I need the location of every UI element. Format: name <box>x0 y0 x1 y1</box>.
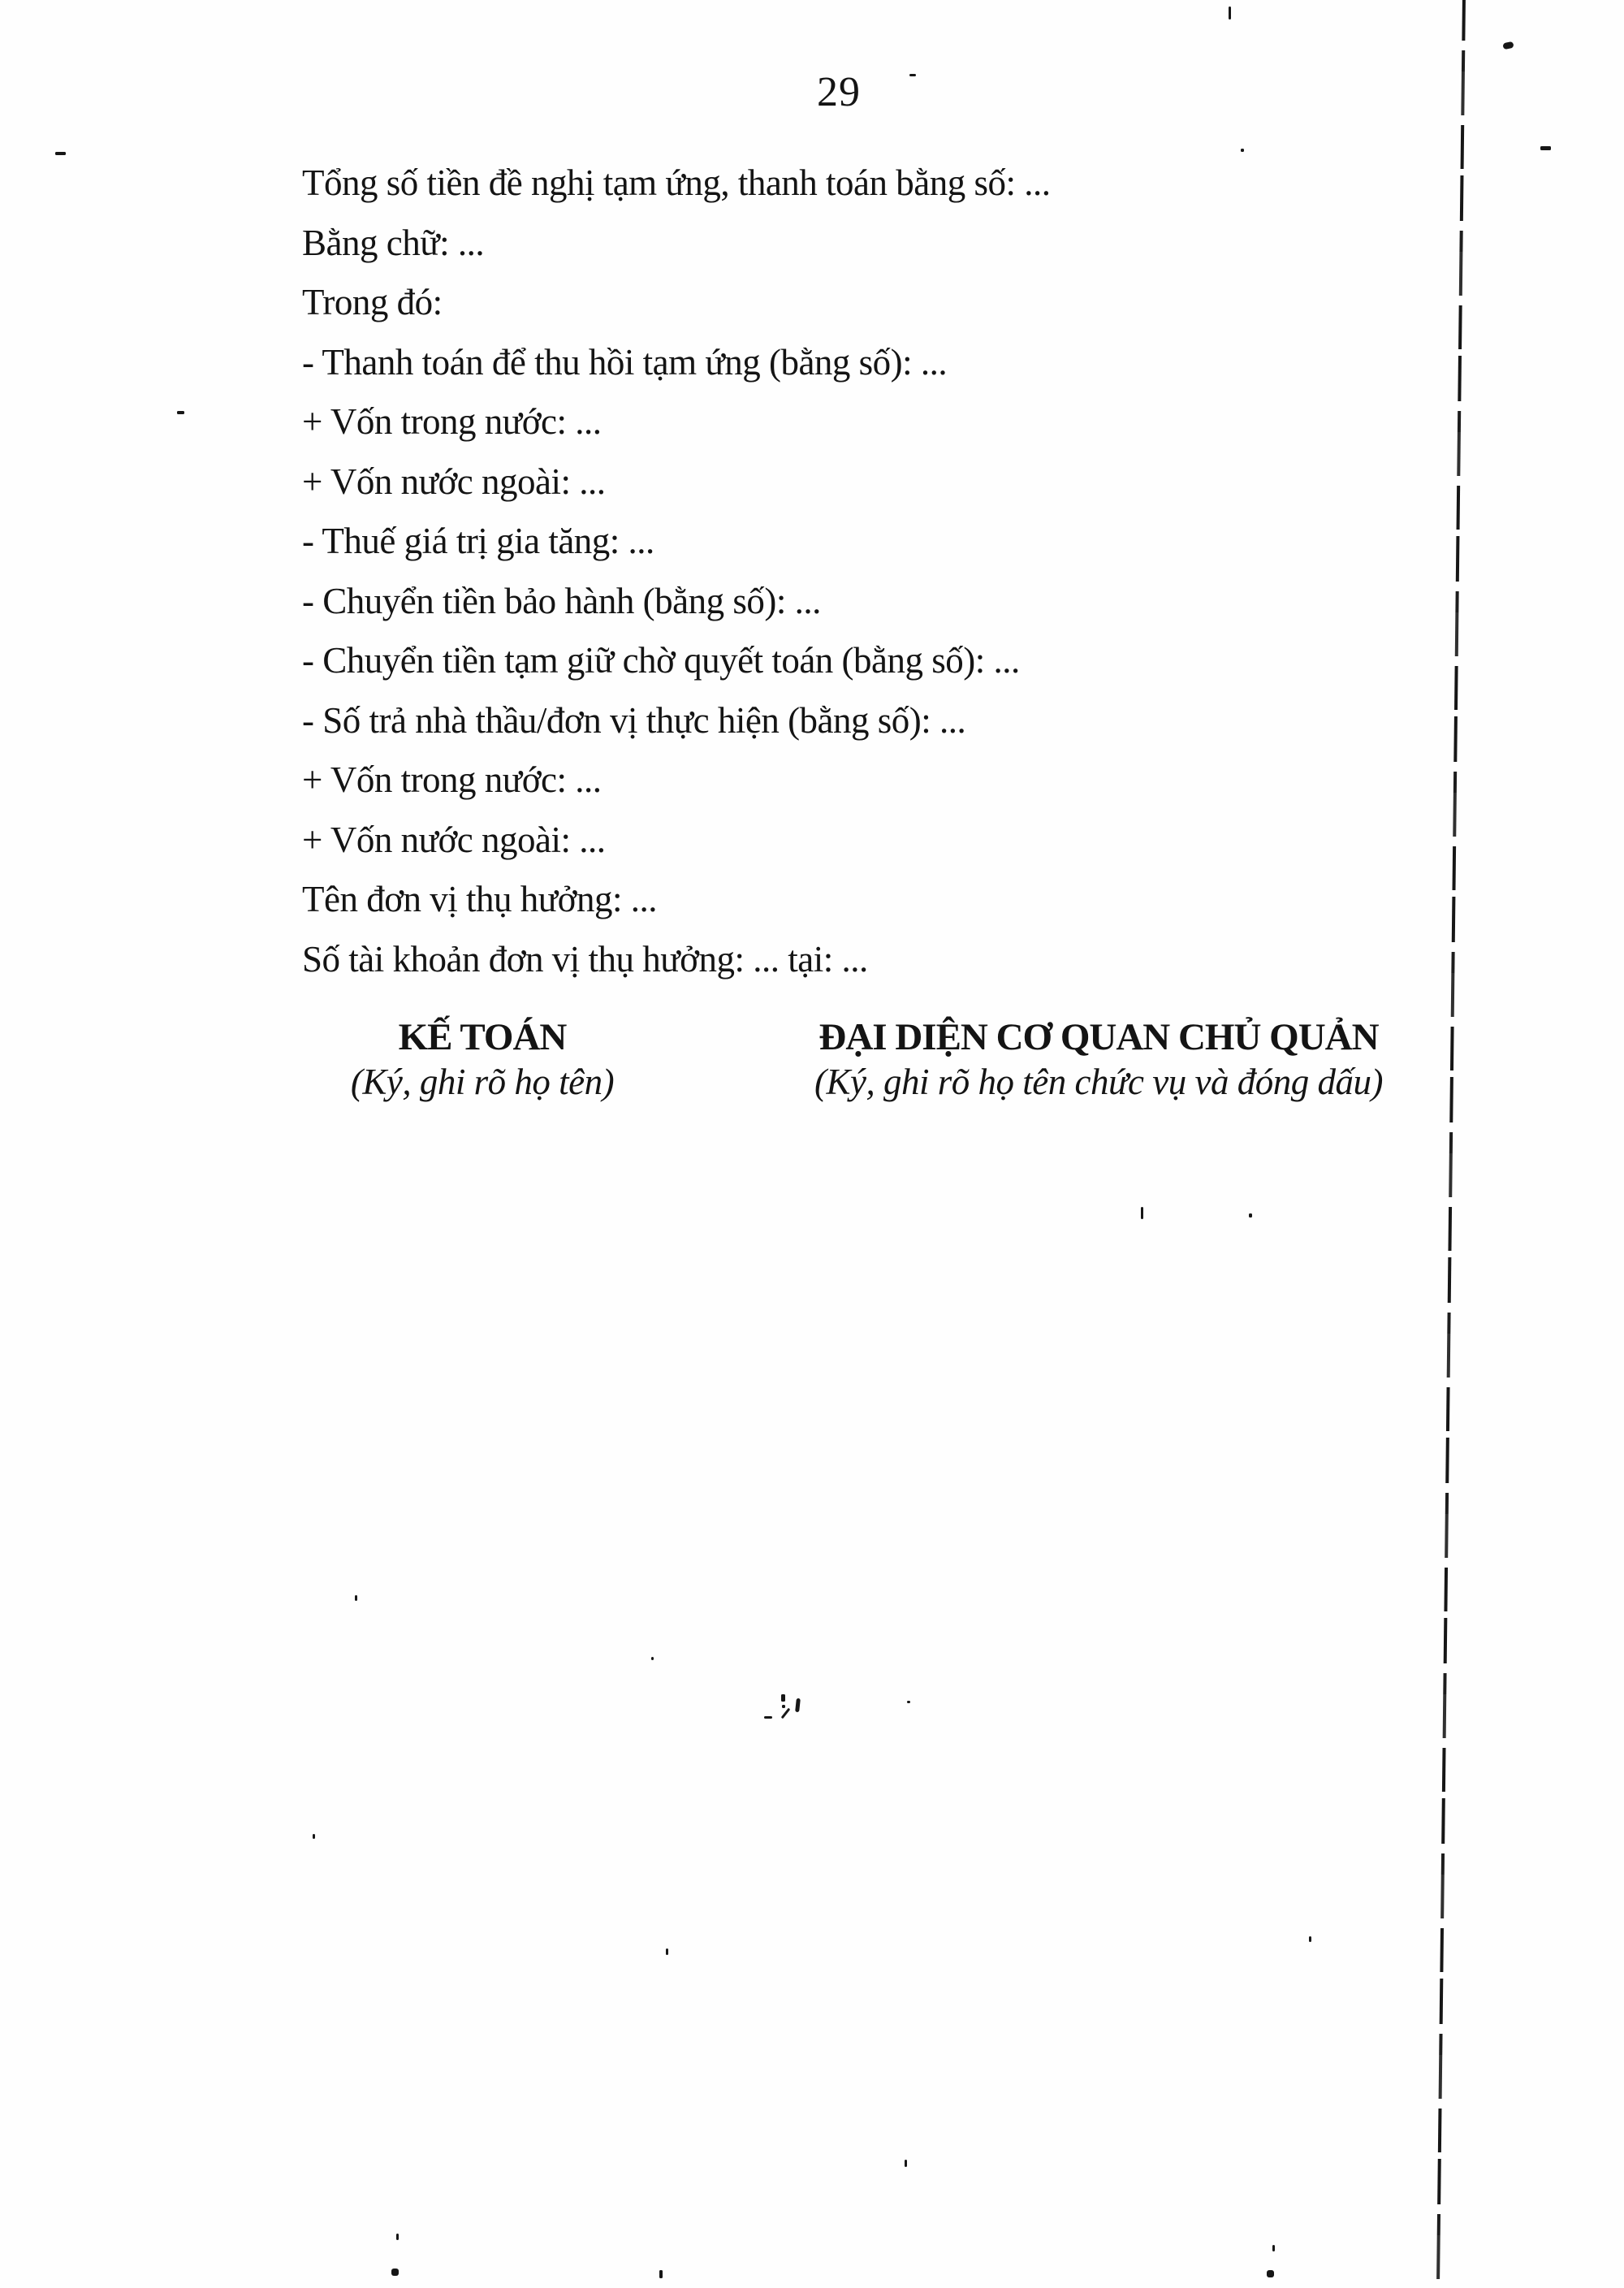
signature-governing-agency-note: (Ký, ghi rõ họ tên chức vụ và đóng dấu) <box>814 1062 1383 1102</box>
noise-speck <box>177 411 184 414</box>
form-line-beneficiary-account: Số tài khoản đơn vị thụ hưởng: ... tại: ... <box>302 938 868 980</box>
signature-block-accountant <box>304 1014 661 1103</box>
scan-edge-line <box>1436 0 1466 2288</box>
noise-speck <box>1229 6 1231 19</box>
form-line-warranty-transfer: - Chuyển tiền bảo hành (bằng số): ... <box>302 580 821 621</box>
form-line-vat: - Thuế giá trị gia tăng: ... <box>302 521 654 561</box>
noise-speck <box>795 1698 801 1712</box>
form-line-in-words: Bằng chữ: ... <box>302 222 485 263</box>
noise-speck <box>1540 146 1551 150</box>
page-number: 29 <box>817 69 861 115</box>
noise-speck <box>313 1834 315 1839</box>
form-line-of-which: Trong đó: <box>302 282 443 322</box>
noise-speck <box>1309 1936 1311 1942</box>
noise-speck <box>1141 1207 1143 1219</box>
noise-speck <box>651 1657 654 1660</box>
noise-speck <box>666 1948 668 1955</box>
signature-accountant-title: KẾ TOÁN <box>398 1016 567 1058</box>
signature-block-governing-agency <box>774 1014 1423 1103</box>
noise-speck <box>907 1701 910 1703</box>
noise-speck <box>781 1694 785 1702</box>
form-line-contractor-payment: - Số trả nhà thầu/đơn vị thực hiện (bằng số): ... <box>302 699 966 741</box>
noise-speck <box>659 2270 663 2278</box>
noise-speck <box>391 2269 399 2276</box>
noise-speck <box>764 1716 772 1719</box>
form-line-beneficiary-name: Tên đơn vị thụ hưởng: ... <box>302 879 657 919</box>
noise-speck <box>1272 2245 1275 2251</box>
noise-speck <box>905 2160 907 2167</box>
signature-accountant-note: (Ký, ghi rõ họ tên) <box>350 1062 615 1102</box>
noise-speck <box>909 74 916 76</box>
form-line-pending-settlement: - Chuyển tiền tạm giữ chờ quyết toán (bằng số): ... <box>302 640 1020 681</box>
form-body <box>302 154 1382 989</box>
noise-speck <box>1267 2270 1274 2277</box>
noise-speck <box>1502 41 1514 50</box>
noise-speck <box>1241 149 1244 152</box>
noise-speck <box>1249 1213 1252 1218</box>
form-line-foreign-capital-2: + Vốn nước ngoài: ... <box>302 819 606 860</box>
form-line-domestic-capital-2: + Vốn trong nước: ... <box>302 759 602 800</box>
noise-speck <box>355 1595 357 1601</box>
form-line-advance-recovery: - Thanh toán để thu hồi tạm ứng (bằng số): ... <box>302 341 948 383</box>
form-line-domestic-capital-1: + Vốn trong nước: ... <box>302 401 602 442</box>
noise-speck <box>396 2234 399 2240</box>
form-line-total-amount: Tổng số tiền đề nghị tạm ứng, thanh toán bằng số: ... <box>302 162 1051 203</box>
noise-speck <box>782 1705 785 1708</box>
form-line-foreign-capital-1: + Vốn nước ngoài: ... <box>302 461 606 502</box>
noise-speck <box>55 152 66 155</box>
noise-speck <box>781 1708 791 1719</box>
signature-governing-agency-title: ĐẠI DIỆN CƠ QUAN CHỦ QUẢN <box>818 1016 1379 1058</box>
